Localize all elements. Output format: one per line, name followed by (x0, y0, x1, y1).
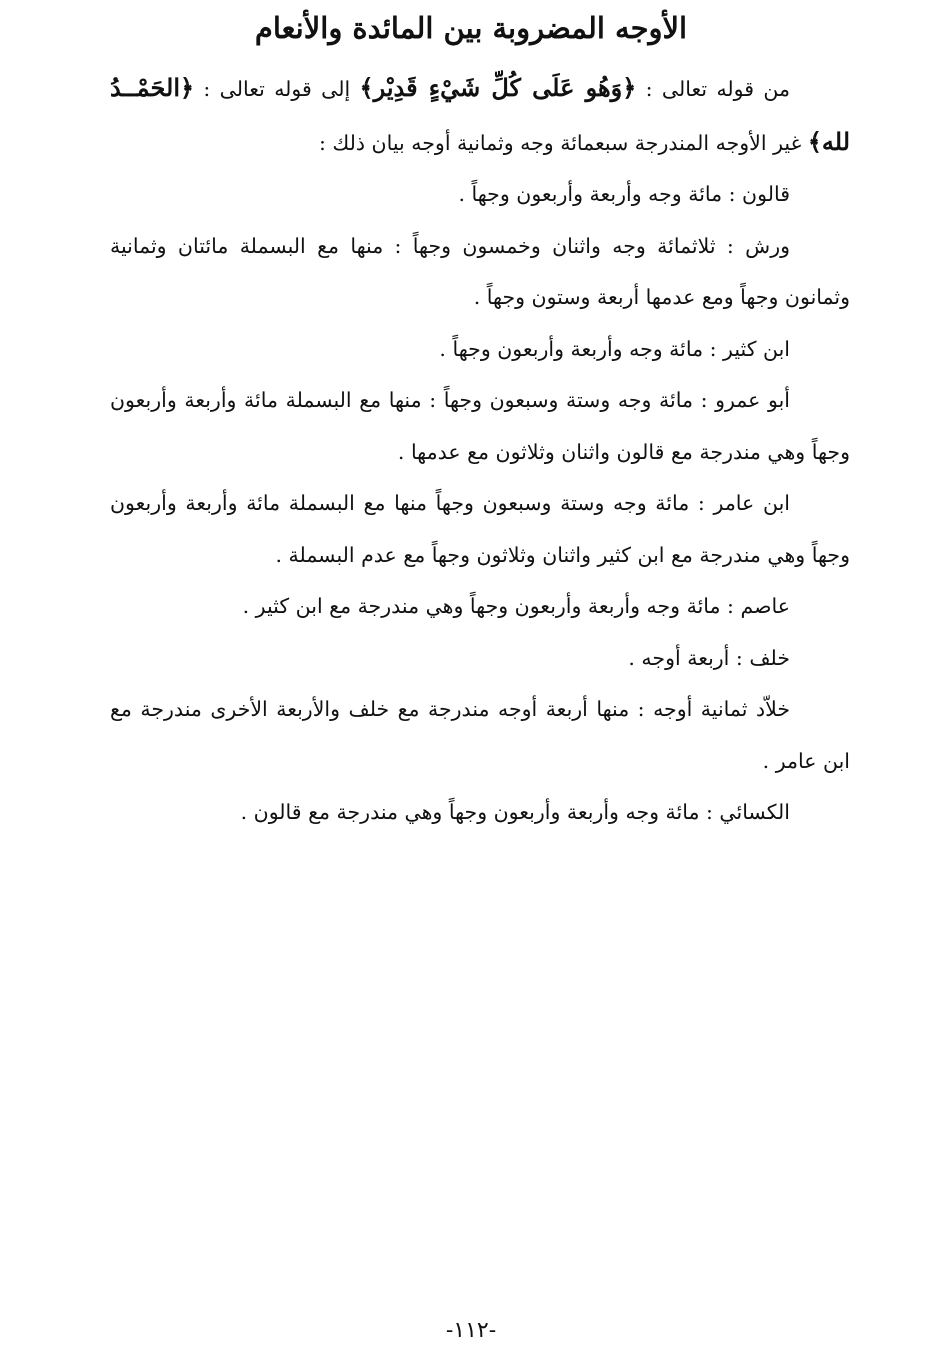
paragraph-abu-amr: أبو عمرو : مائة وجه وستة وسبعون وجهاً : منها مع البسملة مائة وأربعة وأربعون وجهاً وهي مندرجة مع قالون واثنان وثلاثون مع عدمها . (110, 388, 850, 464)
paragraph-kisai: الكسائي : مائة وجه وأربعة وأربعون وجهاً وهي مندرجة مع قالون . (240, 800, 790, 824)
intro-middle: إلى قوله تعالى : (194, 77, 360, 101)
quran-verse-2: ﴿الحَمْــدُ لله﴾ (110, 73, 850, 156)
quran-verse-1: ﴿وَهُو عَلَى كُلِّ شَيْءٍ قَدِيْر﴾ (359, 73, 637, 102)
intro-paragraph (110, 62, 850, 169)
paragraph-qalun: قالون : مائة وجه وأربعة وأربعون وجهاً . (458, 182, 790, 206)
paragraph-ibn-kathir: ابن كثير : مائة وجه وأربعة وأربعون وجهاً . (439, 336, 790, 361)
paragraph-khalaf: خلف : أربعة أوجه . (628, 645, 790, 670)
body-text (110, 62, 850, 839)
intro-prefix: من قوله تعالى : (636, 77, 791, 101)
paragraph-khallad: خلاّد ثمانية أوجه : منها أربعة أوجه مندرجة مع خلف والأربعة الأخرى مندرجة مع ابن عامر . (110, 697, 850, 773)
page-title: الأوجه المضروبة بين المائدة والأنعام (254, 11, 688, 45)
paragraph-asim: عاصم : مائة وجه وأربعة وأربعون وجهاً وهي مندرجة مع ابن كثير . (242, 594, 790, 618)
intro-suffix: غير الأوجه المندرجة سبعمائة وجه وثمانية أوجه بيان ذلك : (318, 130, 808, 155)
paragraph-ibn-amir: ابن عامر : مائة وجه وستة وسبعون وجهاً منها مع البسملة مائة وأربعة وأربعون وجهاً وهي مندرجة مع ابن كثير واثنان وثلاثون وجهاً مع عدم البسملة . (110, 491, 850, 567)
page-number: -١١٢- (445, 1318, 497, 1343)
paragraph-warsh: ورش : ثلاثمائة وجه واثنان وخمسون وجهاً : منها مع البسملة مائتان وثمانية وثمانون وجهاً ومع عدمها أربعة وستون وجهاً . (110, 233, 850, 309)
